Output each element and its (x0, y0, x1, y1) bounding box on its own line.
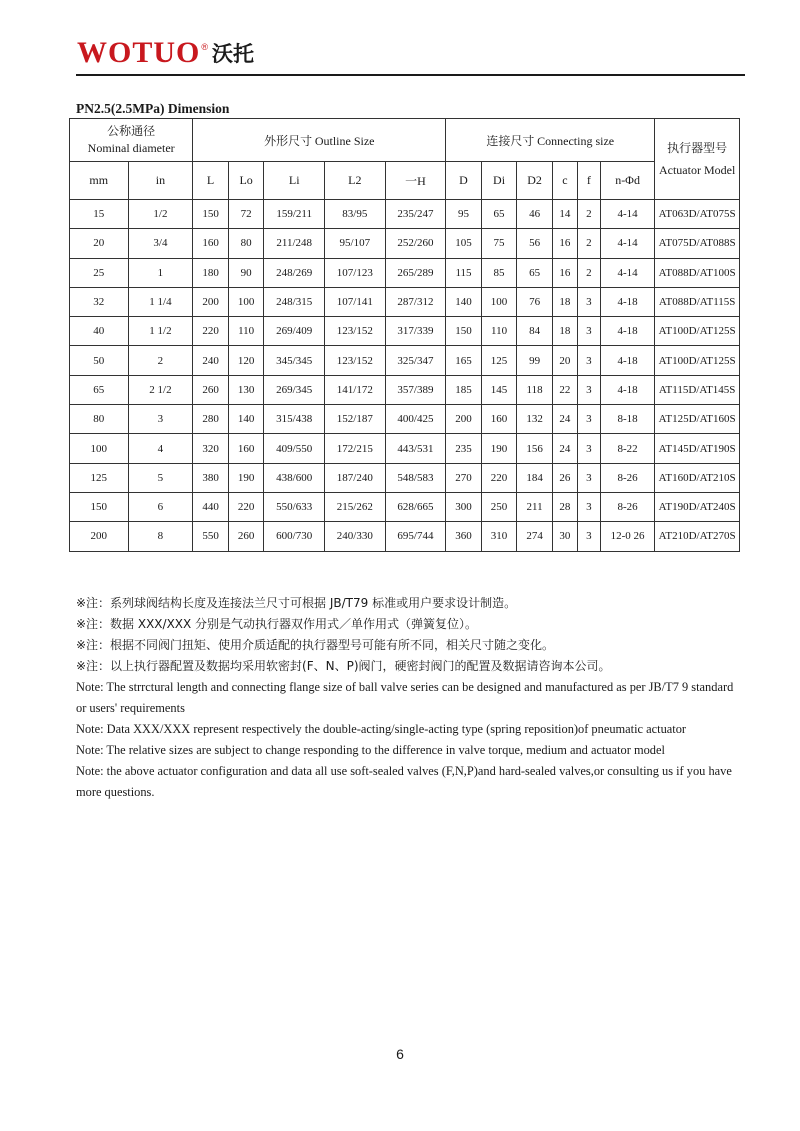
table-cell: 252/260 (385, 229, 446, 258)
table-cell: AT088D/AT100S (655, 258, 740, 287)
table-cell: 99 (517, 346, 553, 375)
table-cell: AT100D/AT125S (655, 346, 740, 375)
column-header: n-Φd (600, 162, 654, 200)
nominal-diameter-cn: 公称通径 (107, 124, 156, 138)
table-cell: 190 (481, 434, 517, 463)
table-cell: 2 (577, 229, 600, 258)
column-header: mm (70, 162, 129, 200)
table-cell: 30 (552, 522, 577, 551)
table-cell: 46 (517, 200, 553, 229)
table-cell: 16 (552, 229, 577, 258)
table-cell: AT075D/AT088S (655, 229, 740, 258)
table-cell: AT160D/AT210S (655, 463, 740, 492)
table-cell: 159/211 (264, 200, 325, 229)
table-cell: 235 (446, 434, 482, 463)
table-cell: 190 (228, 463, 264, 492)
table-row (70, 346, 740, 375)
table-cell: 2 1/2 (128, 375, 193, 404)
table-cell: 75 (481, 229, 517, 258)
table-cell: 95/107 (325, 229, 386, 258)
table-cell: 628/665 (385, 492, 446, 521)
table-cell: 14 (552, 200, 577, 229)
table-cell: 260 (228, 522, 264, 551)
table-cell: 20 (70, 229, 129, 258)
note-line-cn: ※注：根据不同阀门扭矩、使用介质适配的执行器型号可能有所不同，相关尺寸随之变化。 (76, 638, 555, 652)
table-cell: 8 (128, 522, 193, 551)
table-cell: 274 (517, 522, 553, 551)
table-cell: 4-18 (600, 287, 654, 316)
table-cell: 83/95 (325, 200, 386, 229)
table-cell: 107/141 (325, 287, 386, 316)
table-cell: AT210D/AT270S (655, 522, 740, 551)
notes-chinese (76, 593, 746, 677)
table-cell: 180 (193, 258, 229, 287)
table-cell: 6 (128, 492, 193, 521)
table-cell: 211 (517, 492, 553, 521)
table-cell: 240 (193, 346, 229, 375)
table-cell: 4-14 (600, 229, 654, 258)
table-cell: 265/289 (385, 258, 446, 287)
table-cell: 172/215 (325, 434, 386, 463)
column-header: D (446, 162, 482, 200)
table-cell: 32 (70, 287, 129, 316)
table-cell: 1 (128, 258, 193, 287)
table-cell: 325/347 (385, 346, 446, 375)
table-cell: 300 (446, 492, 482, 521)
connecting-size-en: Connecting size (537, 133, 615, 148)
table-cell: 550 (193, 522, 229, 551)
table-cell: 123/152 (325, 346, 386, 375)
table-cell: 3 (577, 463, 600, 492)
table-row (70, 375, 740, 404)
column-header: D2 (517, 162, 553, 200)
table-cell: 200 (70, 522, 129, 551)
table-cell: 24 (552, 405, 577, 434)
table-cell: 165 (446, 346, 482, 375)
nominal-diameter-en: Nominal diameter (87, 141, 175, 155)
brand-logo-latin: WOTUO (77, 36, 201, 69)
table-cell: 409/550 (264, 434, 325, 463)
connecting-size-cn: 连接尺寸 (486, 133, 535, 148)
note-line-en: Note: The relative sizes are subject to change responding to the difference in valve torque, medium and actuator model (76, 743, 665, 757)
table-cell: 3 (577, 317, 600, 346)
table-cell: 85 (481, 258, 517, 287)
column-header: c (552, 162, 577, 200)
table-cell: AT145D/AT190S (655, 434, 740, 463)
table-cell: 105 (446, 229, 482, 258)
notes-english (76, 677, 746, 803)
table-cell: AT125D/AT160S (655, 405, 740, 434)
table-cell: 118 (517, 375, 553, 404)
table-row (70, 405, 740, 434)
column-header: Li (264, 162, 325, 200)
table-cell: 250 (481, 492, 517, 521)
table-cell: 310 (481, 522, 517, 551)
table-cell: 125 (481, 346, 517, 375)
table-cell: 3 (577, 346, 600, 375)
table-cell: 440 (193, 492, 229, 521)
table-cell: 235/247 (385, 200, 446, 229)
table-cell: 123/152 (325, 317, 386, 346)
table-row (70, 258, 740, 287)
table-cell: 695/744 (385, 522, 446, 551)
table-cell: 1/2 (128, 200, 193, 229)
table-cell: 28 (552, 492, 577, 521)
table-cell: 76 (517, 287, 553, 316)
dimension-table (69, 118, 740, 552)
table-cell: 3 (577, 375, 600, 404)
table-cell: 287/312 (385, 287, 446, 316)
table-cell: 8-18 (600, 405, 654, 434)
table-cell: 40 (70, 317, 129, 346)
table-cell: 100 (70, 434, 129, 463)
table-cell: 4-14 (600, 258, 654, 287)
table-cell: 65 (517, 258, 553, 287)
table-cell: 240/330 (325, 522, 386, 551)
table-cell: 20 (552, 346, 577, 375)
actuator-model-header (655, 119, 740, 200)
table-cell: 320 (193, 434, 229, 463)
table-cell: 4 (128, 434, 193, 463)
table-cell: 24 (552, 434, 577, 463)
table-cell: 8-26 (600, 463, 654, 492)
table-cell: 3 (577, 434, 600, 463)
table-cell: 18 (552, 317, 577, 346)
column-header: Lo (228, 162, 264, 200)
table-cell: 72 (228, 200, 264, 229)
connecting-size-header (446, 119, 655, 162)
table-cell: 184 (517, 463, 553, 492)
table-cell: 215/262 (325, 492, 386, 521)
table-row (70, 229, 740, 258)
table-cell: 280 (193, 405, 229, 434)
note-line-cn: ※注：系列球阀结构长度及连接法兰尺寸可根据 JB/T79 标准或用户要求设计制造。 (76, 596, 517, 610)
table-cell: 110 (481, 317, 517, 346)
table-cell: 4-18 (600, 346, 654, 375)
table-cell: 110 (228, 317, 264, 346)
table-cell: 260 (193, 375, 229, 404)
table-cell: 140 (228, 405, 264, 434)
table-cell: 65 (481, 200, 517, 229)
table-cell: 200 (446, 405, 482, 434)
brand-logo-chinese: 沃托 (212, 42, 254, 66)
table-cell: 16 (552, 258, 577, 287)
table-row (70, 522, 740, 551)
page-number: 6 (396, 1046, 404, 1062)
table-cell: 315/438 (264, 405, 325, 434)
note-line-en: Note: The strrctural length and connecting flange size of ball valve series can be designed and manufactured as per JB/T7 9 standard or users' requirements (76, 680, 734, 715)
actuator-model-en: Actuator Model (658, 163, 736, 177)
table-cell: 220 (193, 317, 229, 346)
table-cell: 5 (128, 463, 193, 492)
table-cell: 150 (193, 200, 229, 229)
table-cell: 220 (481, 463, 517, 492)
table-cell: 443/531 (385, 434, 446, 463)
table-cell: 140 (446, 287, 482, 316)
table-cell: 550/633 (264, 492, 325, 521)
note-line-cn: ※注：数据 XXX/XXX 分别是气动执行器双作用式／单作用式（弹簧复位）。 (76, 617, 478, 631)
table-cell: 2 (577, 200, 600, 229)
table-cell: 3 (577, 522, 600, 551)
column-header: L (193, 162, 229, 200)
table-row (70, 317, 740, 346)
table-cell: 548/583 (385, 463, 446, 492)
table-cell: 357/389 (385, 375, 446, 404)
table-cell: 150 (446, 317, 482, 346)
table-cell: 141/172 (325, 375, 386, 404)
table-cell: 1 1/2 (128, 317, 193, 346)
table-cell: AT088D/AT115S (655, 287, 740, 316)
table-cell: 26 (552, 463, 577, 492)
table-cell: 3 (577, 492, 600, 521)
table-cell: 248/269 (264, 258, 325, 287)
table-cell: 4-18 (600, 317, 654, 346)
table-cell: 15 (70, 200, 129, 229)
actuator-model-cn: 执行器型号 (667, 141, 728, 155)
table-cell: 160 (228, 434, 264, 463)
table-row (70, 200, 740, 229)
table-cell: 130 (228, 375, 264, 404)
table-cell: 22 (552, 375, 577, 404)
table-cell: 4-14 (600, 200, 654, 229)
table-cell: 200 (193, 287, 229, 316)
table-cell: 95 (446, 200, 482, 229)
table-cell: 132 (517, 405, 553, 434)
note-line-en: Note: the above actuator configuration and data all use soft-sealed valves (F,N,P)and hard-sealed valves,or consulting us if you have more questions. (76, 764, 732, 799)
notes-section (76, 593, 746, 803)
table-cell: 3 (128, 405, 193, 434)
table-cell: 3/4 (128, 229, 193, 258)
table-cell: 56 (517, 229, 553, 258)
header-divider (76, 74, 745, 76)
table-cell: 107/123 (325, 258, 386, 287)
table-cell: 3 (577, 405, 600, 434)
table-row (70, 287, 740, 316)
table-cell: 90 (228, 258, 264, 287)
table-cell: 145 (481, 375, 517, 404)
table-body (70, 200, 740, 552)
column-header: 一H (385, 162, 446, 200)
table-cell: 187/240 (325, 463, 386, 492)
table-cell: AT100D/AT125S (655, 317, 740, 346)
table-cell: 115 (446, 258, 482, 287)
table-cell: 84 (517, 317, 553, 346)
table-cell: 220 (228, 492, 264, 521)
table-cell: 2 (577, 258, 600, 287)
table-cell: 317/339 (385, 317, 446, 346)
column-header: L2 (325, 162, 386, 200)
table-cell: 2 (128, 346, 193, 375)
table-cell: 438/600 (264, 463, 325, 492)
nominal-diameter-header (70, 119, 193, 162)
column-header: Di (481, 162, 517, 200)
table-cell: 100 (228, 287, 264, 316)
table-cell: 400/425 (385, 405, 446, 434)
table-cell: 248/315 (264, 287, 325, 316)
section-title: PN2.5(2.5MPa) Dimension (76, 101, 230, 116)
table-cell: 156 (517, 434, 553, 463)
table-cell: 125 (70, 463, 129, 492)
table-cell: 120 (228, 346, 264, 375)
table-cell: 25 (70, 258, 129, 287)
table-cell: 185 (446, 375, 482, 404)
column-header-row (70, 162, 740, 200)
table-cell: 380 (193, 463, 229, 492)
table-cell: 345/345 (264, 346, 325, 375)
column-header: in (128, 162, 193, 200)
table-cell: 152/187 (325, 405, 386, 434)
table-cell: AT063D/AT075S (655, 200, 740, 229)
table-row (70, 492, 740, 521)
table-cell: 150 (70, 492, 129, 521)
table-cell: 80 (228, 229, 264, 258)
table-cell: 1 1/4 (128, 287, 193, 316)
table-cell: 8-22 (600, 434, 654, 463)
table-cell: 80 (70, 405, 129, 434)
note-line-en: Note: Data XXX/XXX represent respectively the double-acting/single-acting type (spring reposition)of pneumatic actuator (76, 722, 687, 736)
table-cell: 8-26 (600, 492, 654, 521)
note-line-cn: ※注：以上执行器配置及数据均采用软密封(F、N、P)阀门，硬密封阀门的配置及数据请咨询本公司。 (76, 659, 611, 673)
outline-size-en: Outline Size (314, 133, 375, 148)
table-cell: 270 (446, 463, 482, 492)
outline-size-header (193, 119, 446, 162)
table-cell: 4-18 (600, 375, 654, 404)
table-cell: 160 (481, 405, 517, 434)
column-header: f (577, 162, 600, 200)
table-cell: AT115D/AT145S (655, 375, 740, 404)
table-cell: 600/730 (264, 522, 325, 551)
table-cell: 50 (70, 346, 129, 375)
table-cell: 360 (446, 522, 482, 551)
brand-header (77, 38, 254, 68)
table-cell: 18 (552, 287, 577, 316)
table-cell: 269/409 (264, 317, 325, 346)
table-row (70, 463, 740, 492)
table-row (70, 434, 740, 463)
table-cell: 12-0 26 (600, 522, 654, 551)
table-cell: 3 (577, 287, 600, 316)
outline-size-cn: 外形尺寸 (264, 133, 313, 148)
table-cell: 65 (70, 375, 129, 404)
table-cell: AT190D/AT240S (655, 492, 740, 521)
table-cell: 100 (481, 287, 517, 316)
table-cell: 269/345 (264, 375, 325, 404)
registered-mark: ® (201, 42, 208, 52)
table-cell: 160 (193, 229, 229, 258)
table-cell: 211/248 (264, 229, 325, 258)
